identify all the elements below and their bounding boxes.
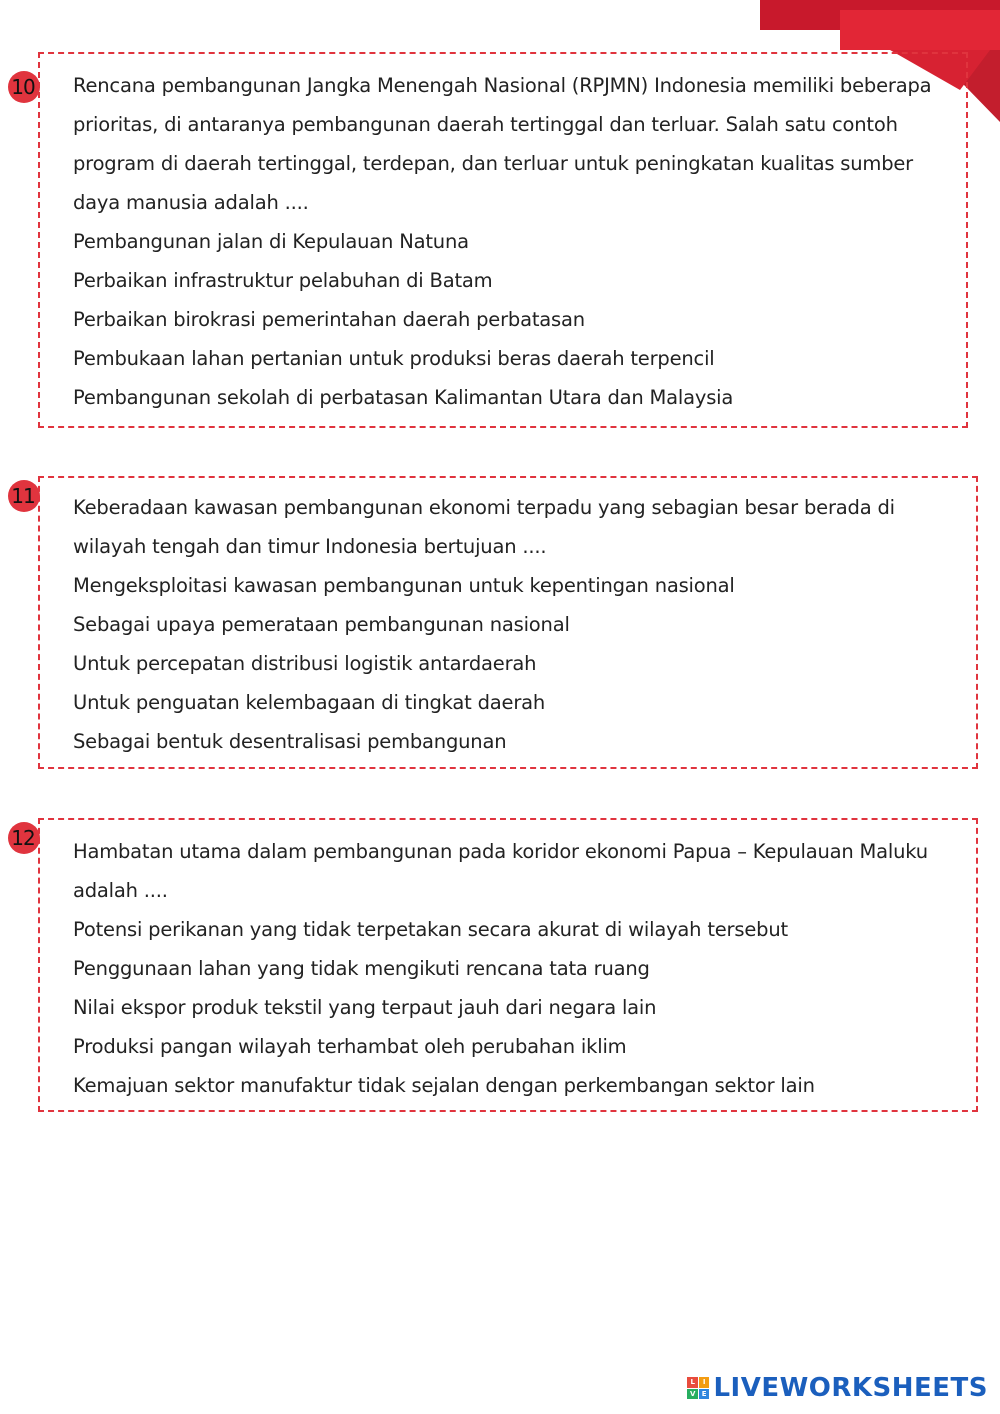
answer-option[interactable]: Produksi pangan wilayah terhambat oleh perubahan iklim [73, 1035, 627, 1058]
answer-option[interactable]: Perbaikan infrastruktur pelabuhan di Batam [73, 269, 493, 292]
answer-option[interactable]: Potensi perikanan yang tidak terpetakan secara akurat di wilayah tersebut [73, 918, 788, 941]
answer-option[interactable]: Pembangunan sekolah di perbatasan Kalimantan Utara dan Malaysia [73, 386, 734, 409]
logo-letter: L [687, 1377, 698, 1388]
logo-letter: V [687, 1389, 698, 1400]
question-text: Keberadaan kawasan pembangunan ekonomi terpadu yang sebagian besar berada di wilayah tengah dan timur Indonesia bertujuan .... [73, 496, 895, 558]
question-number-badge: 11 [8, 480, 40, 512]
answer-option[interactable]: Nilai ekspor produk tekstil yang terpaut jauh dari negara lain [73, 996, 657, 1019]
liveworksheets-logo[interactable] [687, 1370, 988, 1406]
answer-option[interactable]: Perbaikan birokrasi pemerintahan daerah perbatasan [73, 308, 585, 331]
logo-letter: E [699, 1389, 710, 1400]
question-text: Hambatan utama dalam pembangunan pada koridor ekonomi Papua – Kepulauan Maluku adalah .... [73, 840, 928, 902]
question-10-box [11, 52, 968, 428]
brand-name: LIVEWORKSHEETS [713, 1373, 988, 1403]
question-11-box [11, 476, 978, 769]
answer-option[interactable]: Sebagai upaya pemerataan pembangunan nasional [73, 613, 570, 636]
question-number-badge: 12 [8, 822, 40, 854]
question-text: Rencana pembangunan Jangka Menengah Nasional (RPJMN) Indonesia memiliki beberapa prioritas, di antaranya pembangunan daerah tertinggal dan terluar. Salah satu contoh program di daerah tertinggal, terdepan, dan terluar untuk peningkatan kualitas sumber daya manusia adalah .... [73, 74, 932, 214]
answer-options [73, 222, 956, 417]
answer-option[interactable]: Pembangunan jalan di Kepulauan Natuna [73, 230, 469, 253]
answer-option[interactable]: Penggunaan lahan yang tidak mengikuti rencana tata ruang [73, 957, 650, 980]
question-body [73, 66, 956, 417]
question-body [73, 832, 966, 1105]
answer-option[interactable]: Untuk percepatan distribusi logistik antardaerah [73, 652, 537, 675]
answer-option[interactable]: Kemajuan sektor manufaktur tidak sejalan dengan perkembangan sektor lain [73, 1074, 815, 1097]
answer-option[interactable]: Mengeksploitasi kawasan pembangunan untuk kepentingan nasional [73, 574, 735, 597]
answer-options [73, 910, 966, 1105]
answer-option[interactable]: Untuk penguatan kelembagaan di tingkat daerah [73, 691, 546, 714]
answer-options [73, 566, 966, 761]
answer-option[interactable]: Pembukaan lahan pertanian untuk produksi beras daerah terpencil [73, 347, 715, 370]
liveworksheets-icon [687, 1377, 709, 1399]
question-body [73, 488, 966, 761]
question-12-box [11, 818, 978, 1112]
question-number-badge: 10 [8, 71, 40, 103]
answer-option[interactable]: Sebagai bentuk desentralisasi pembangunan [73, 730, 507, 753]
logo-letter: I [699, 1377, 710, 1388]
